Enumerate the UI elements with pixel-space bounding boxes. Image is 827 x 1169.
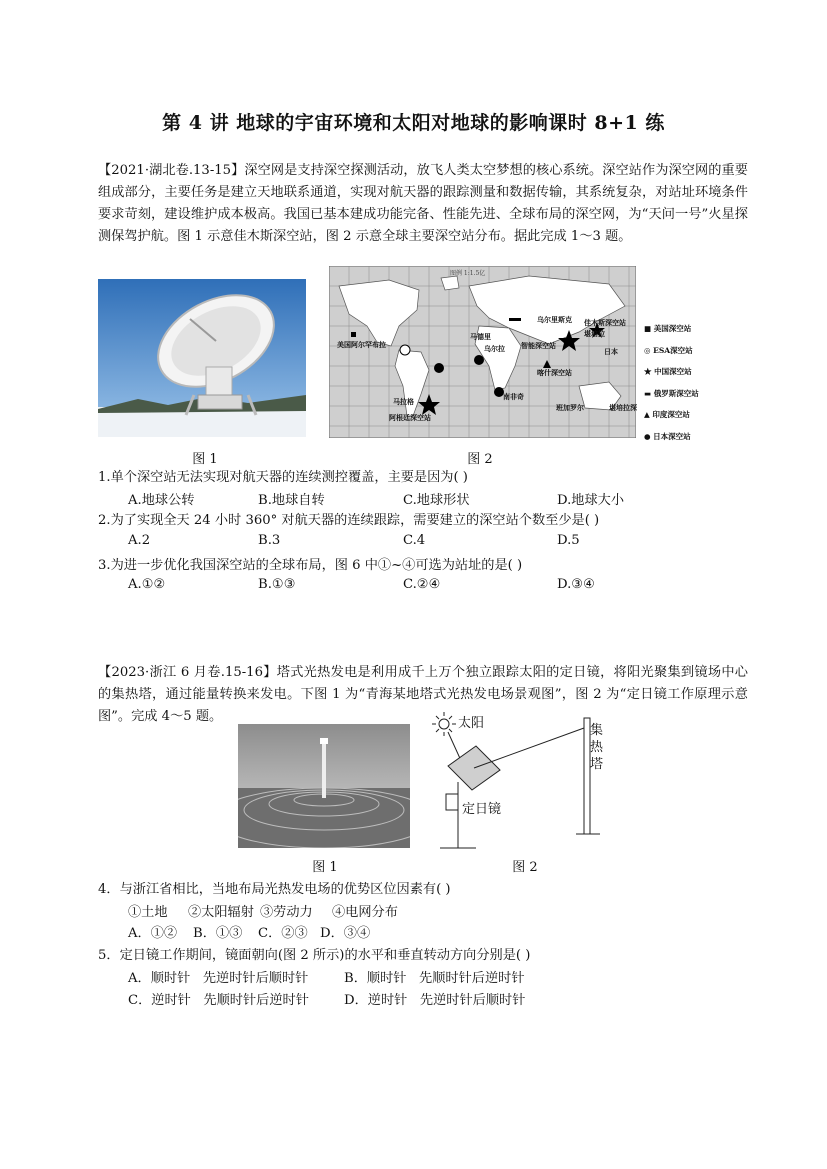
sun-label: 太阳 — [458, 716, 485, 731]
section1-intro: 【2021·湖北卷.13-15】深空网是支持深空探测活动，放飞人类太空梦想的核心系统。深空站作为深空网的重要组成部分，主要任务是建立天地联系通道，实现对航天器的跟踪测量和数据传输，其系统复杂，对站址环境条件要求苛刻，建设维护成本极高。我国已基本建成功能完备、性能先进、全球布局的深空网，为“天问一号”火星探测保驾护航。图 1 示意佳木斯深空站，图 2 示意全球主要深空站分布。据此完成 1～3 题。 — [98, 163, 748, 244]
sub-item: ①土地 — [128, 905, 168, 920]
russia-station-marker — [509, 318, 521, 321]
option[interactable]: A．顺时针 先逆时针后顺时针 — [128, 971, 309, 986]
question-1-stem: 1.单个深空站无法实现对航天器的连续测控覆盖，主要是因为( ) — [98, 470, 468, 485]
option[interactable]: D.5 — [557, 533, 580, 548]
legend-esa: ◎ ESA深空站 — [644, 345, 693, 355]
legend-china: ★ 中国深空站 — [644, 367, 692, 376]
heliostat-diagram — [430, 710, 610, 860]
map-place-label: 班加罗尔 — [556, 403, 584, 412]
solar-fig2-caption: 图 2 — [512, 860, 538, 875]
map-place-label: 乌尔里斯克 — [537, 315, 572, 324]
map-place-label: 美国阿尔罕布拉 — [337, 340, 386, 349]
world-deep-space-map — [329, 266, 636, 438]
question-4-subitems — [0, 901, 827, 923]
map-place-label: 阿根廷深空站 — [389, 413, 431, 422]
map-place-label: 乌尔拉 — [484, 344, 505, 353]
option[interactable]: A.①② — [128, 577, 166, 592]
option[interactable]: C.②④ — [403, 577, 441, 592]
question-5-options-row2 — [0, 989, 827, 1011]
map-place-label: 马拉格 — [393, 397, 414, 406]
option[interactable]: C．②③ — [258, 926, 308, 941]
question-2-options — [0, 533, 827, 555]
us-station-marker — [351, 332, 356, 337]
option[interactable]: D．③④ — [320, 926, 371, 941]
bar-icon: ▬ — [644, 388, 652, 398]
map-place-label: 南非奇 — [503, 392, 524, 401]
option[interactable]: D.地球大小 — [557, 493, 625, 508]
map-legend — [644, 318, 699, 447]
triangle-icon: ▲ — [644, 410, 650, 419]
sub-item: ③劳动力 — [260, 905, 313, 920]
question-3-options — [0, 577, 827, 599]
question-4-options — [0, 922, 827, 944]
legend-russia: ▬ 俄罗斯深空站 — [644, 388, 699, 398]
map-place-label: 堪培拉深 — [609, 403, 637, 412]
map-place-label: 日本 — [604, 347, 618, 356]
dot-icon: ● — [644, 431, 651, 441]
option[interactable]: B.3 — [258, 533, 281, 548]
legend-us: ■ 美国深空站 — [644, 324, 692, 333]
solar-field-photo — [238, 724, 410, 848]
tower-label: 集热塔 — [590, 723, 604, 772]
legend-japan: ● 日本深空站 — [644, 431, 691, 441]
fig1-caption: 图 1 — [192, 452, 218, 467]
solar-fig1-caption: 图 1 — [312, 860, 338, 875]
map-top-label: 图例 1:1.5亿 — [450, 270, 486, 277]
section2-intro: 【2023·浙江 6 月卷.15-16】塔式光热发电是利用成千上万个独立跟踪太阳的定日镜，将阳光聚集到镜场中心的集热塔，通过能量转换来发电。下图 1 为“青海某地塔式光热发电场景观图”，图 2 为“定日镜工作原理示意图”。完成 4～5 题。 — [98, 665, 748, 724]
question-5-options-row1 — [0, 967, 827, 989]
option[interactable]: C.4 — [403, 533, 426, 548]
sub-item: ②太阳辐射 — [188, 905, 254, 920]
map-place-label: 马德里 — [470, 332, 491, 341]
option[interactable]: B.地球自转 — [258, 493, 325, 508]
question-3-stem: 3.为进一步优化我国深空站的全球布局，图 6 中①~④可选为站址的是( ) — [98, 558, 523, 573]
circle-icon: ◎ — [644, 345, 651, 355]
option[interactable]: B．①③ — [193, 926, 243, 941]
mirror-label: 定日镜 — [462, 802, 502, 817]
option[interactable]: A.地球公转 — [128, 493, 195, 508]
square-icon: ■ — [644, 324, 652, 333]
legend-india: ▲ 印度深空站 — [644, 410, 690, 419]
option[interactable]: A．①② — [128, 926, 178, 941]
option[interactable]: C．逆时针 先顺时针后逆时针 — [128, 993, 309, 1008]
question-4-stem: 4．与浙江省相比，当地布局光热发电场的优势区位因素有( ) — [98, 882, 451, 897]
option[interactable]: D．逆时针 先逆时针后顺时针 — [344, 993, 526, 1008]
page-title: 第 4 讲 地球的宇宙环境和太阳对地球的影响课时 8+1 练 — [162, 112, 665, 134]
option[interactable]: A.2 — [128, 533, 151, 548]
question-2-stem: 2.为了实现全天 24 小时 360° 对航天器的连续跟踪，需要建立的深空站个数至少是( ) — [98, 513, 600, 528]
option[interactable]: D.③④ — [557, 577, 595, 592]
question-1-options — [0, 489, 827, 511]
star-icon: ★ — [644, 367, 652, 376]
option[interactable]: B.①③ — [258, 577, 296, 592]
site-marker-1 — [474, 355, 484, 365]
sun-icon — [432, 712, 456, 736]
question-5-stem: 5．定日镜工作期间，镜面朝向(图 2 所示)的水平和垂直转动方向分别是( ) — [98, 948, 531, 963]
deep-space-station-photo — [98, 279, 306, 437]
map-place-label: 喀什深空站 — [537, 368, 572, 377]
sub-item: ④电网分布 — [332, 905, 398, 920]
esa-station-marker — [400, 345, 410, 355]
map-place-label: 智能深空站 — [521, 341, 556, 350]
option[interactable]: B．顺时针 先顺时针后逆时针 — [344, 971, 525, 986]
map-place-label: 佳木斯深空站 — [584, 318, 626, 327]
map-place-label: 堪培拉 — [584, 329, 605, 338]
site-marker-2 — [434, 363, 444, 373]
fig2-caption: 图 2 — [467, 452, 493, 467]
option[interactable]: C.地球形状 — [403, 493, 470, 508]
